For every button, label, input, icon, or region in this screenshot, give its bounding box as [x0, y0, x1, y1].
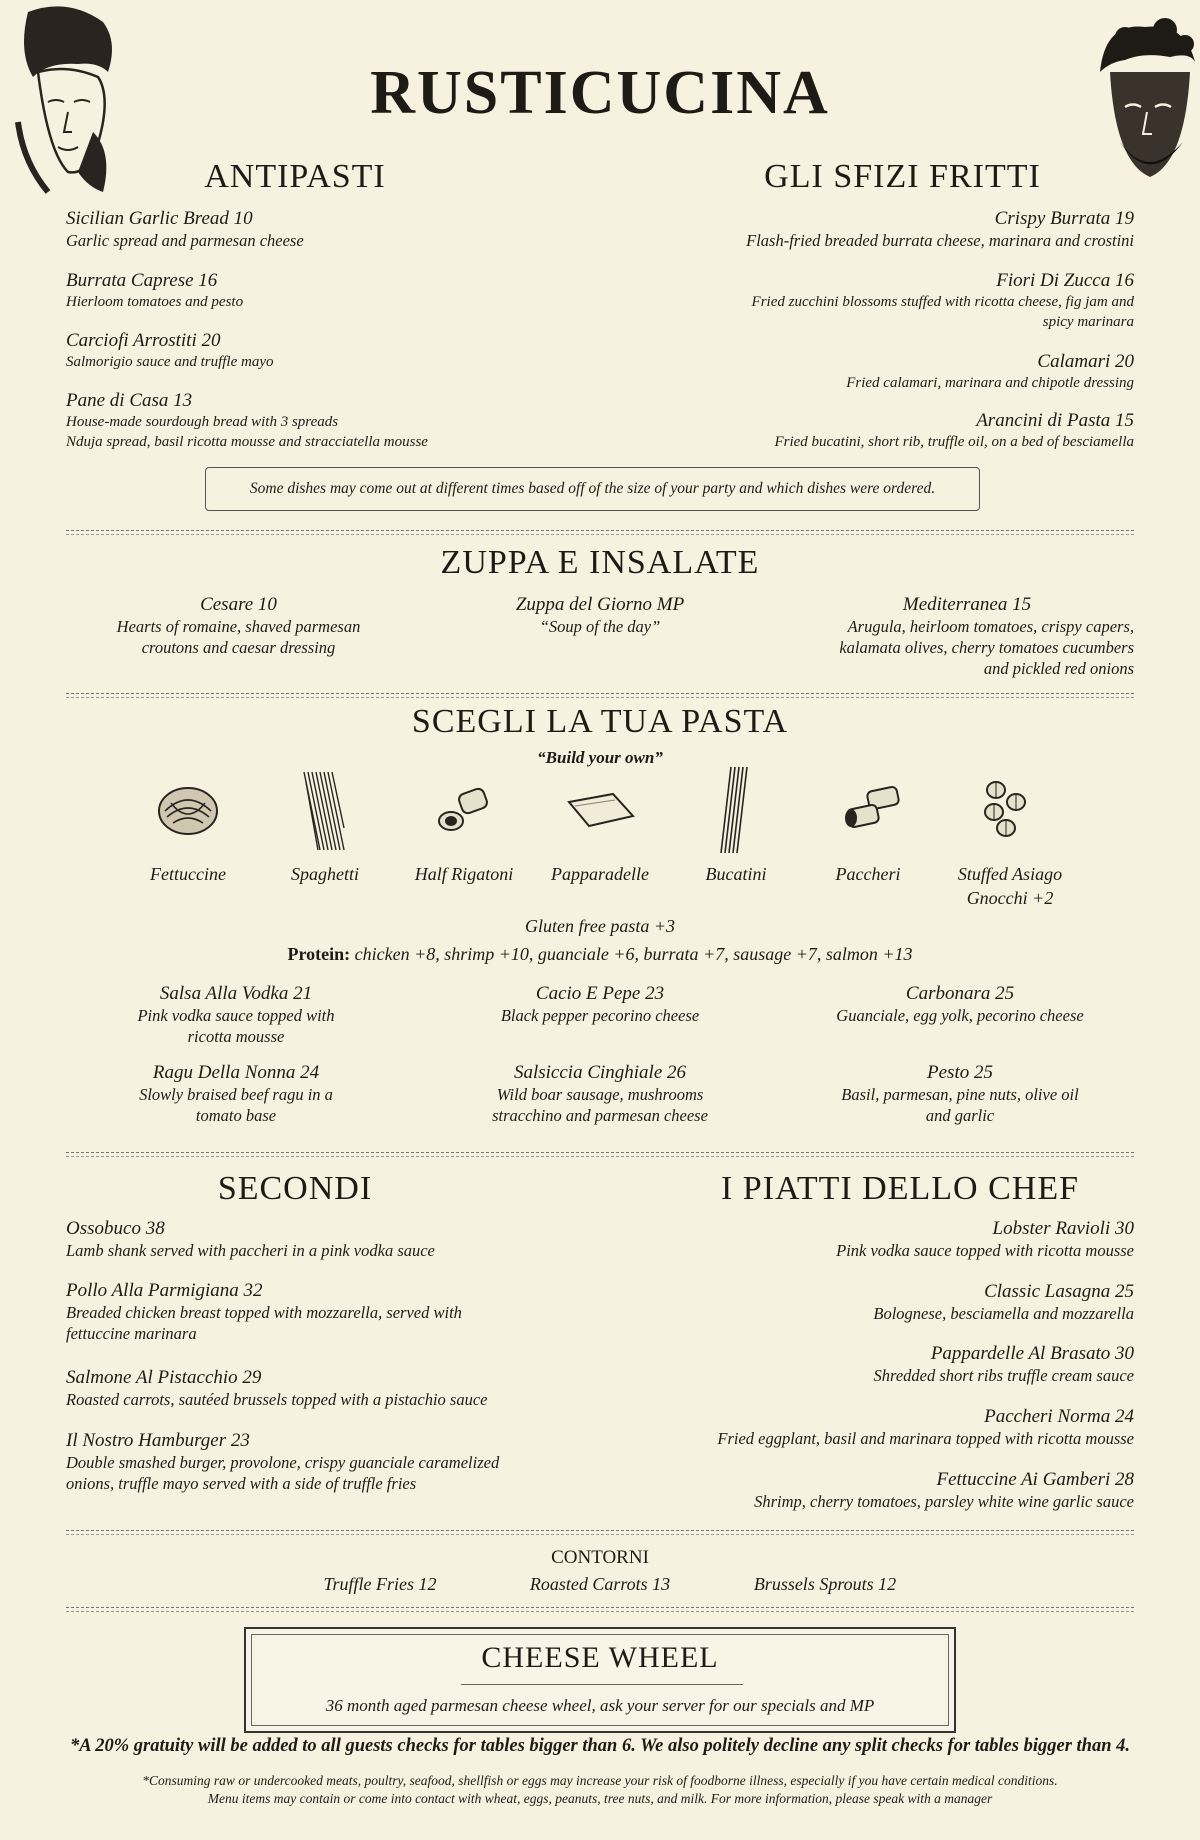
item-desc: Roasted carrots, sautéed brussels topped with a pistachio sauce — [66, 1390, 488, 1409]
gnocchi-label-line2: Gnocchi +2 — [966, 888, 1054, 908]
item-name: Pane di Casa 13 — [66, 390, 193, 411]
item-desc: Double smashed burger, provolone, crispy guanciale caramelized — [66, 1453, 500, 1472]
spaghetti-bundle-icon — [298, 768, 348, 854]
allergy-line-1: *Consuming raw or undercooked meats, poultry, seafood, shellfish or eggs may increase your risk of foodborne illness, especially if you have certain medical conditions. — [142, 1773, 1058, 1788]
item-name: Zuppa del Giorno MP — [515, 594, 685, 615]
contorni-heading — [400, 1547, 800, 1569]
fettuccine-nest-icon — [155, 783, 221, 839]
gluten-free-text: Gluten free pasta +3 — [525, 916, 675, 936]
pasta-dish — [430, 1062, 770, 1126]
item-desc: Garlic spread and parmesan cheese — [66, 231, 304, 250]
item-desc: Salmorigio sauce and truffle mayo — [66, 354, 274, 370]
item-desc: Hierloom tomatoes and pesto — [66, 294, 244, 310]
zuppa-heading: ZUPPA E INSALATE — [440, 544, 760, 581]
section-divider — [66, 693, 1134, 694]
gratuity-note: *A 20% gratuity will be added to all guests checks for tables bigger than 6. We also politely decline any split checks for tables bigger than 4. — [70, 1736, 1130, 1756]
contorni-item — [735, 1574, 915, 1595]
item-desc: Fried bucatini, short rib, truffle oil, on a bed of besciamella — [774, 434, 1134, 450]
item-desc: Fried zucchini blossoms stuffed with ricotta cheese, fig jam and — [751, 294, 1134, 310]
sfizi-heading: GLI SFIZI FRITTI — [764, 158, 1041, 195]
item-desc: Lamb shank served with paccheri in a pink vodka sauce — [66, 1241, 435, 1260]
side-name: Brussels Sprouts 12 — [753, 1574, 897, 1594]
item-desc: and garlic — [925, 1106, 995, 1125]
side-name: Roasted Carrots 13 — [529, 1574, 671, 1594]
item-desc: ricotta mousse — [187, 1027, 285, 1046]
item-desc: tomato base — [195, 1106, 277, 1125]
antipasti-item — [66, 390, 586, 452]
item-desc: Guanciale, egg yolk, pecorino cheese — [836, 1006, 1084, 1025]
antipasti-item — [66, 208, 586, 251]
paccheri-icon — [842, 785, 904, 835]
item-name: Cacio E Pepe 23 — [535, 983, 665, 1004]
gnocchi-label-line1: Stuffed Asiago — [957, 864, 1063, 884]
item-desc: Flash-fried breaded burrata cheese, marinara and crostini — [746, 231, 1134, 250]
sfizi-item — [614, 410, 1134, 452]
protein-options — [100, 944, 1100, 965]
cheese-wheel-desc: 36 month aged parmesan cheese wheel, ask your server for our specials and MP — [325, 1696, 875, 1715]
cheese-wheel-heading: CHEESE WHEEL — [481, 1641, 719, 1674]
gnocchi-icon — [980, 778, 1036, 838]
rigatoni-icon — [432, 785, 494, 837]
item-desc: Pink vodka sauce topped with — [137, 1006, 335, 1025]
chef-heading: I PIATTI DELLO CHEF — [720, 1170, 1080, 1207]
chef-item — [614, 1469, 1134, 1512]
pasta-heading: SCEGLI LA TUA PASTA — [411, 703, 789, 740]
item-desc: Fried eggplant, basil and marinara topped with ricotta mousse — [717, 1429, 1134, 1448]
item-desc: onions, truffle mayo served with a side of truffle fries — [66, 1474, 417, 1493]
item-name: Cesare 10 — [200, 594, 277, 615]
cheese-wheel-underline — [461, 1684, 743, 1685]
item-name: Paccheri Norma 24 — [984, 1406, 1134, 1427]
secondi-item — [66, 1367, 626, 1410]
item-desc: Shrimp, cherry tomatoes, parsley white wine garlic sauce — [754, 1492, 1134, 1511]
section-divider — [66, 1152, 1134, 1153]
pasta-dish — [790, 1062, 1130, 1126]
allergy-line-2: Menu items may contain or come into contact with wheat, eggs, peanuts, tree nuts, and milk. For more information, please speak with a manager — [207, 1791, 993, 1806]
cheese-wheel-box — [244, 1627, 956, 1733]
pasta-dish — [66, 983, 406, 1047]
item-name: Pappardelle Al Brasato 30 — [930, 1343, 1134, 1364]
item-name: Classic Lasagna 25 — [984, 1281, 1134, 1302]
item-name: Fettuccine Ai Gamberi 28 — [936, 1469, 1134, 1490]
gluten-free-note — [400, 916, 800, 937]
sfizi-item — [614, 208, 1134, 251]
secondi-heading: SECONDI — [217, 1170, 373, 1207]
item-name: Salsiccia Cinghiale 26 — [513, 1062, 687, 1083]
build-your-own-label: “Build your own” — [537, 748, 663, 767]
sfizi-item — [614, 351, 1134, 393]
item-name: Lobster Ravioli 30 — [992, 1218, 1134, 1239]
pasta-label-fettuccine: Fettuccine — [150, 864, 226, 884]
item-desc: Basil, parmesan, pine nuts, olive oil — [841, 1085, 1079, 1104]
secondi-item — [66, 1218, 626, 1261]
section-divider — [66, 530, 1134, 531]
item-name: Crispy Burrata 19 — [994, 208, 1134, 229]
item-name: Salmone Al Pistacchio 29 — [66, 1367, 262, 1388]
item-desc: Nduja spread, basil ricotta mousse and stracciatella mousse — [66, 434, 428, 450]
section-divider — [66, 1607, 1134, 1608]
secondi-item — [66, 1280, 626, 1344]
restaurant-title: RUSTICUCINA — [370, 59, 830, 127]
item-desc: croutons and caesar dressing — [141, 638, 336, 657]
item-desc: Hearts of romaine, shaved parmesan — [116, 617, 361, 636]
item-name: Carbonara 25 — [905, 983, 1015, 1004]
item-desc: Pink vodka sauce topped with ricotta mousse — [836, 1241, 1134, 1260]
item-name: Burrata Caprese 16 — [66, 270, 218, 291]
chef-item — [614, 1406, 1134, 1449]
item-desc: Arugula, heirloom tomatoes, crispy capers, — [847, 617, 1134, 636]
protein-list: chicken +8, shrimp +10, guanciale +6, burrata +7, sausage +7, salmon +13 — [350, 944, 913, 964]
item-desc: House-made sourdough bread with 3 spreads — [66, 414, 339, 430]
item-desc: Bolognese, besciamella and mozzarella — [873, 1304, 1134, 1323]
zuppa-item — [66, 594, 411, 658]
pappardelle-sheet-icon — [565, 790, 637, 830]
item-name: Salsa Alla Vodka 21 — [159, 983, 313, 1004]
item-desc: fettuccine marinara — [66, 1324, 197, 1343]
section-divider — [66, 1530, 1134, 1531]
item-name: Fiori Di Zucca 16 — [996, 270, 1134, 291]
zuppa-item — [430, 594, 770, 637]
item-desc: and pickled red onions — [983, 659, 1134, 678]
contorni-item — [300, 1574, 460, 1595]
pasta-label-paccheri: Paccheri — [835, 864, 901, 884]
item-name: Pollo Alla Parmigiana 32 — [66, 1280, 263, 1301]
pasta-dish — [430, 983, 770, 1026]
pasta-label-papparadelle: Papparadelle — [551, 864, 649, 884]
pasta-dish — [66, 1062, 406, 1126]
item-name: Sicilian Garlic Bread 10 — [66, 208, 253, 229]
item-name: Mediterranea 15 — [902, 594, 1032, 615]
item-desc: kalamata olives, cherry tomatoes cucumbers — [839, 638, 1134, 657]
allergy-warning — [40, 1772, 1160, 1808]
item-desc: Shredded short ribs truffle cream sauce — [873, 1366, 1134, 1385]
antipasti-item — [66, 270, 586, 312]
bucatini-bundle-icon — [715, 765, 755, 857]
item-desc: Wild boar sausage, mushrooms — [496, 1085, 704, 1104]
pasta-label-spaghetti: Spaghetti — [291, 864, 359, 884]
pasta-dish — [790, 983, 1130, 1026]
item-desc: Slowly braised beef ragu in a — [139, 1085, 333, 1104]
item-name: Calamari 20 — [1037, 351, 1134, 372]
item-name: Carciofi Arrostiti 20 — [66, 330, 221, 351]
item-desc: stracchino and parmesan cheese — [492, 1106, 708, 1125]
antipasti-item — [66, 330, 586, 372]
chef-item — [614, 1218, 1134, 1261]
item-name: Ragu Della Nonna 24 — [152, 1062, 320, 1083]
item-desc: Fried calamari, marinara and chipotle dressing — [846, 375, 1134, 391]
item-name: Pesto 25 — [927, 1062, 993, 1083]
side-name: Truffle Fries 12 — [323, 1574, 437, 1594]
zuppa-item — [780, 594, 1134, 679]
antipasti-heading: ANTIPASTI — [204, 158, 386, 195]
item-name: Il Nostro Hamburger 23 — [66, 1430, 250, 1451]
item-desc: spicy marinara — [1042, 314, 1134, 330]
contorni-title: CONTORNI — [551, 1547, 649, 1568]
chef-item — [614, 1281, 1134, 1324]
item-name: Arancini di Pasta 15 — [976, 410, 1134, 431]
item-desc: Breaded chicken breast topped with mozzarella, served with — [66, 1303, 462, 1322]
item-desc: Black pepper pecorino cheese — [500, 1006, 700, 1025]
chef-item — [614, 1343, 1134, 1386]
item-name: Ossobuco 38 — [66, 1218, 165, 1239]
timing-notice: Some dishes may come out at different times based off of the size of your party and which dishes were ordered. — [205, 467, 980, 511]
contorni-item — [510, 1574, 690, 1595]
pasta-label-half-rigatoni: Half Rigatoni — [414, 864, 514, 884]
secondi-item — [66, 1430, 626, 1494]
pasta-label-bucatini: Bucatini — [705, 864, 767, 884]
pasta-label-gnocchi — [935, 862, 1085, 910]
item-desc: “Soup of the day” — [539, 617, 661, 636]
sfizi-item — [614, 270, 1134, 332]
protein-label: Protein: — [287, 944, 351, 964]
